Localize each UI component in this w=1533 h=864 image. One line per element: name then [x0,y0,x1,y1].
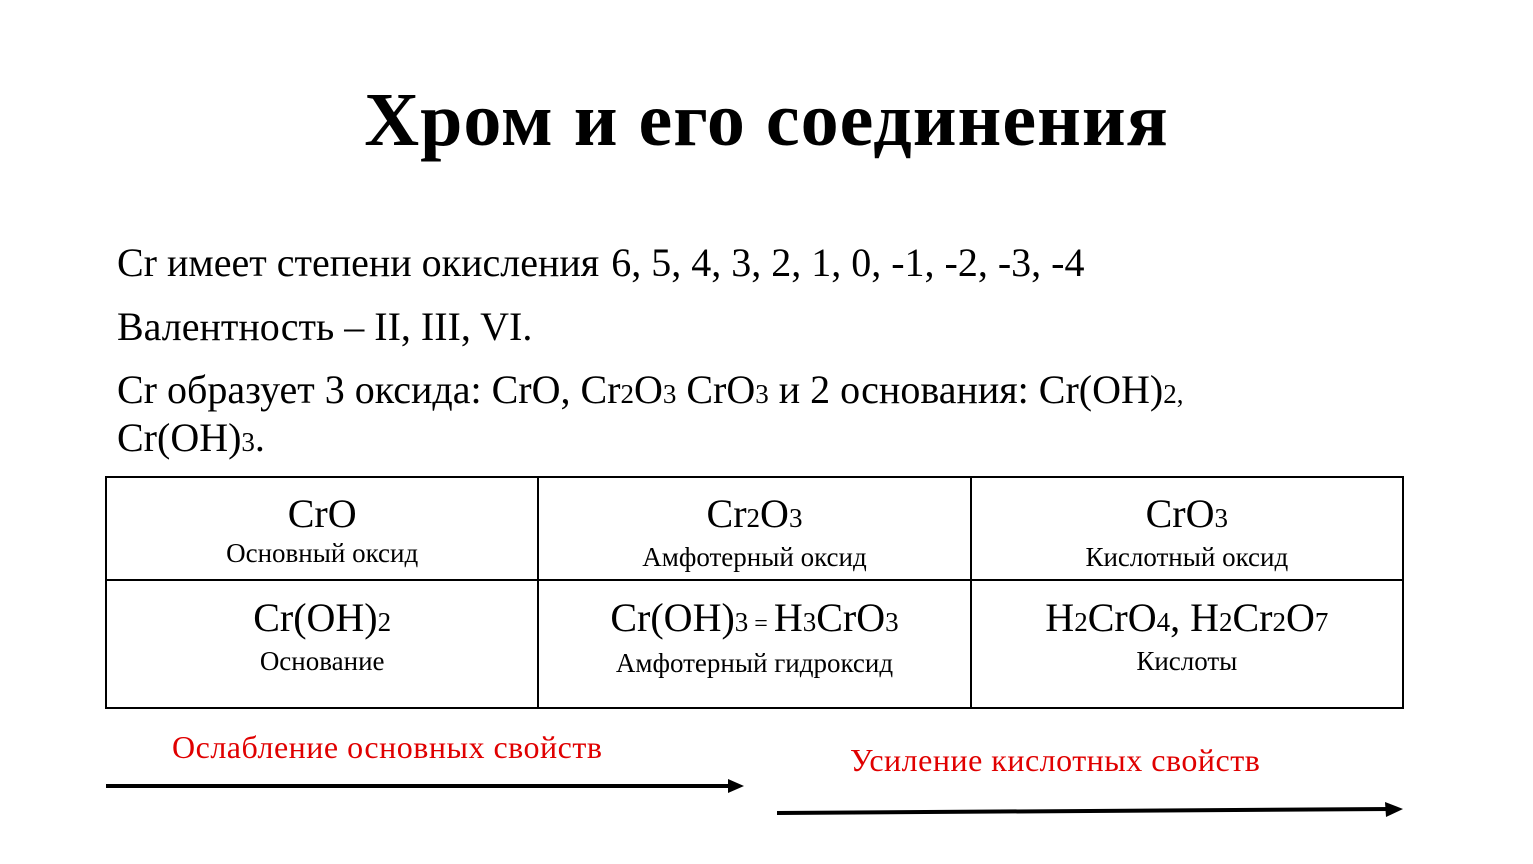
subscript: 2, [1163,379,1184,409]
weakening-basic-label: Ослабление основных свойств [172,729,603,765]
formula: CrO [287,491,357,536]
hydroxide-text: Cr(OH) [117,415,242,460]
oxides-text: O [633,367,663,412]
page-title: Хром и его соединения [364,78,1169,162]
table-cell-cr-oh-2 [106,580,538,708]
table-row [106,477,1403,580]
oxidation-values: 6, 5, 4, 3, 2, 1, 0, -1, -2, -3, -4 [611,240,1085,285]
oxidation-states-line [117,240,1084,286]
table-cell-acids [971,580,1403,708]
compound-type: Амфотерный оксид [642,542,867,572]
table-cell-cr-oh-3 [538,580,970,708]
weakening-arrow-icon [104,776,750,796]
oxides-text: Cr образует 3 оксида: CrO, Cr [117,367,621,412]
compounds-table [105,476,1404,709]
compound-type: Основный оксид [226,538,419,568]
oxides-text: CrO [676,367,756,412]
subscript: 2 [620,379,634,409]
compound-type: Кислотный оксид [1085,542,1289,572]
oxides-line [117,367,1183,417]
strengthening-acidic-label: Усиление кислотных свойств [850,742,1261,778]
subscript: 3 [755,379,769,409]
compound-type: Амфотерный гидроксид [615,648,894,678]
compound-type: Основание [259,646,385,676]
table-cell-cro [106,477,538,580]
subscript: 3 [662,379,677,409]
oxidation-label: Cr имеет степени окисления [117,240,600,285]
formula: H2CrO4, H2Cr2O7 [1045,595,1329,640]
formula: CrO3 [1145,491,1229,536]
formula: Cr(OH)3 = H3CrO3 [610,595,899,640]
table-cell-cr2o3 [538,477,970,580]
strengthening-arrow-icon [775,801,1409,823]
formula: Cr2O3 [706,491,803,536]
hydroxide-text: . [254,415,265,460]
valence-line: Валентность – II, III, VI. [117,304,533,349]
subscript: 3 [241,427,255,457]
table-cell-cro3 [971,477,1403,580]
hydroxide-line [117,415,265,465]
formula: Cr(OH)2 [253,595,392,640]
table-row [106,580,1403,708]
oxides-text: и 2 основания: Cr(OH) [768,367,1164,412]
compound-type: Кислоты [1136,646,1238,676]
